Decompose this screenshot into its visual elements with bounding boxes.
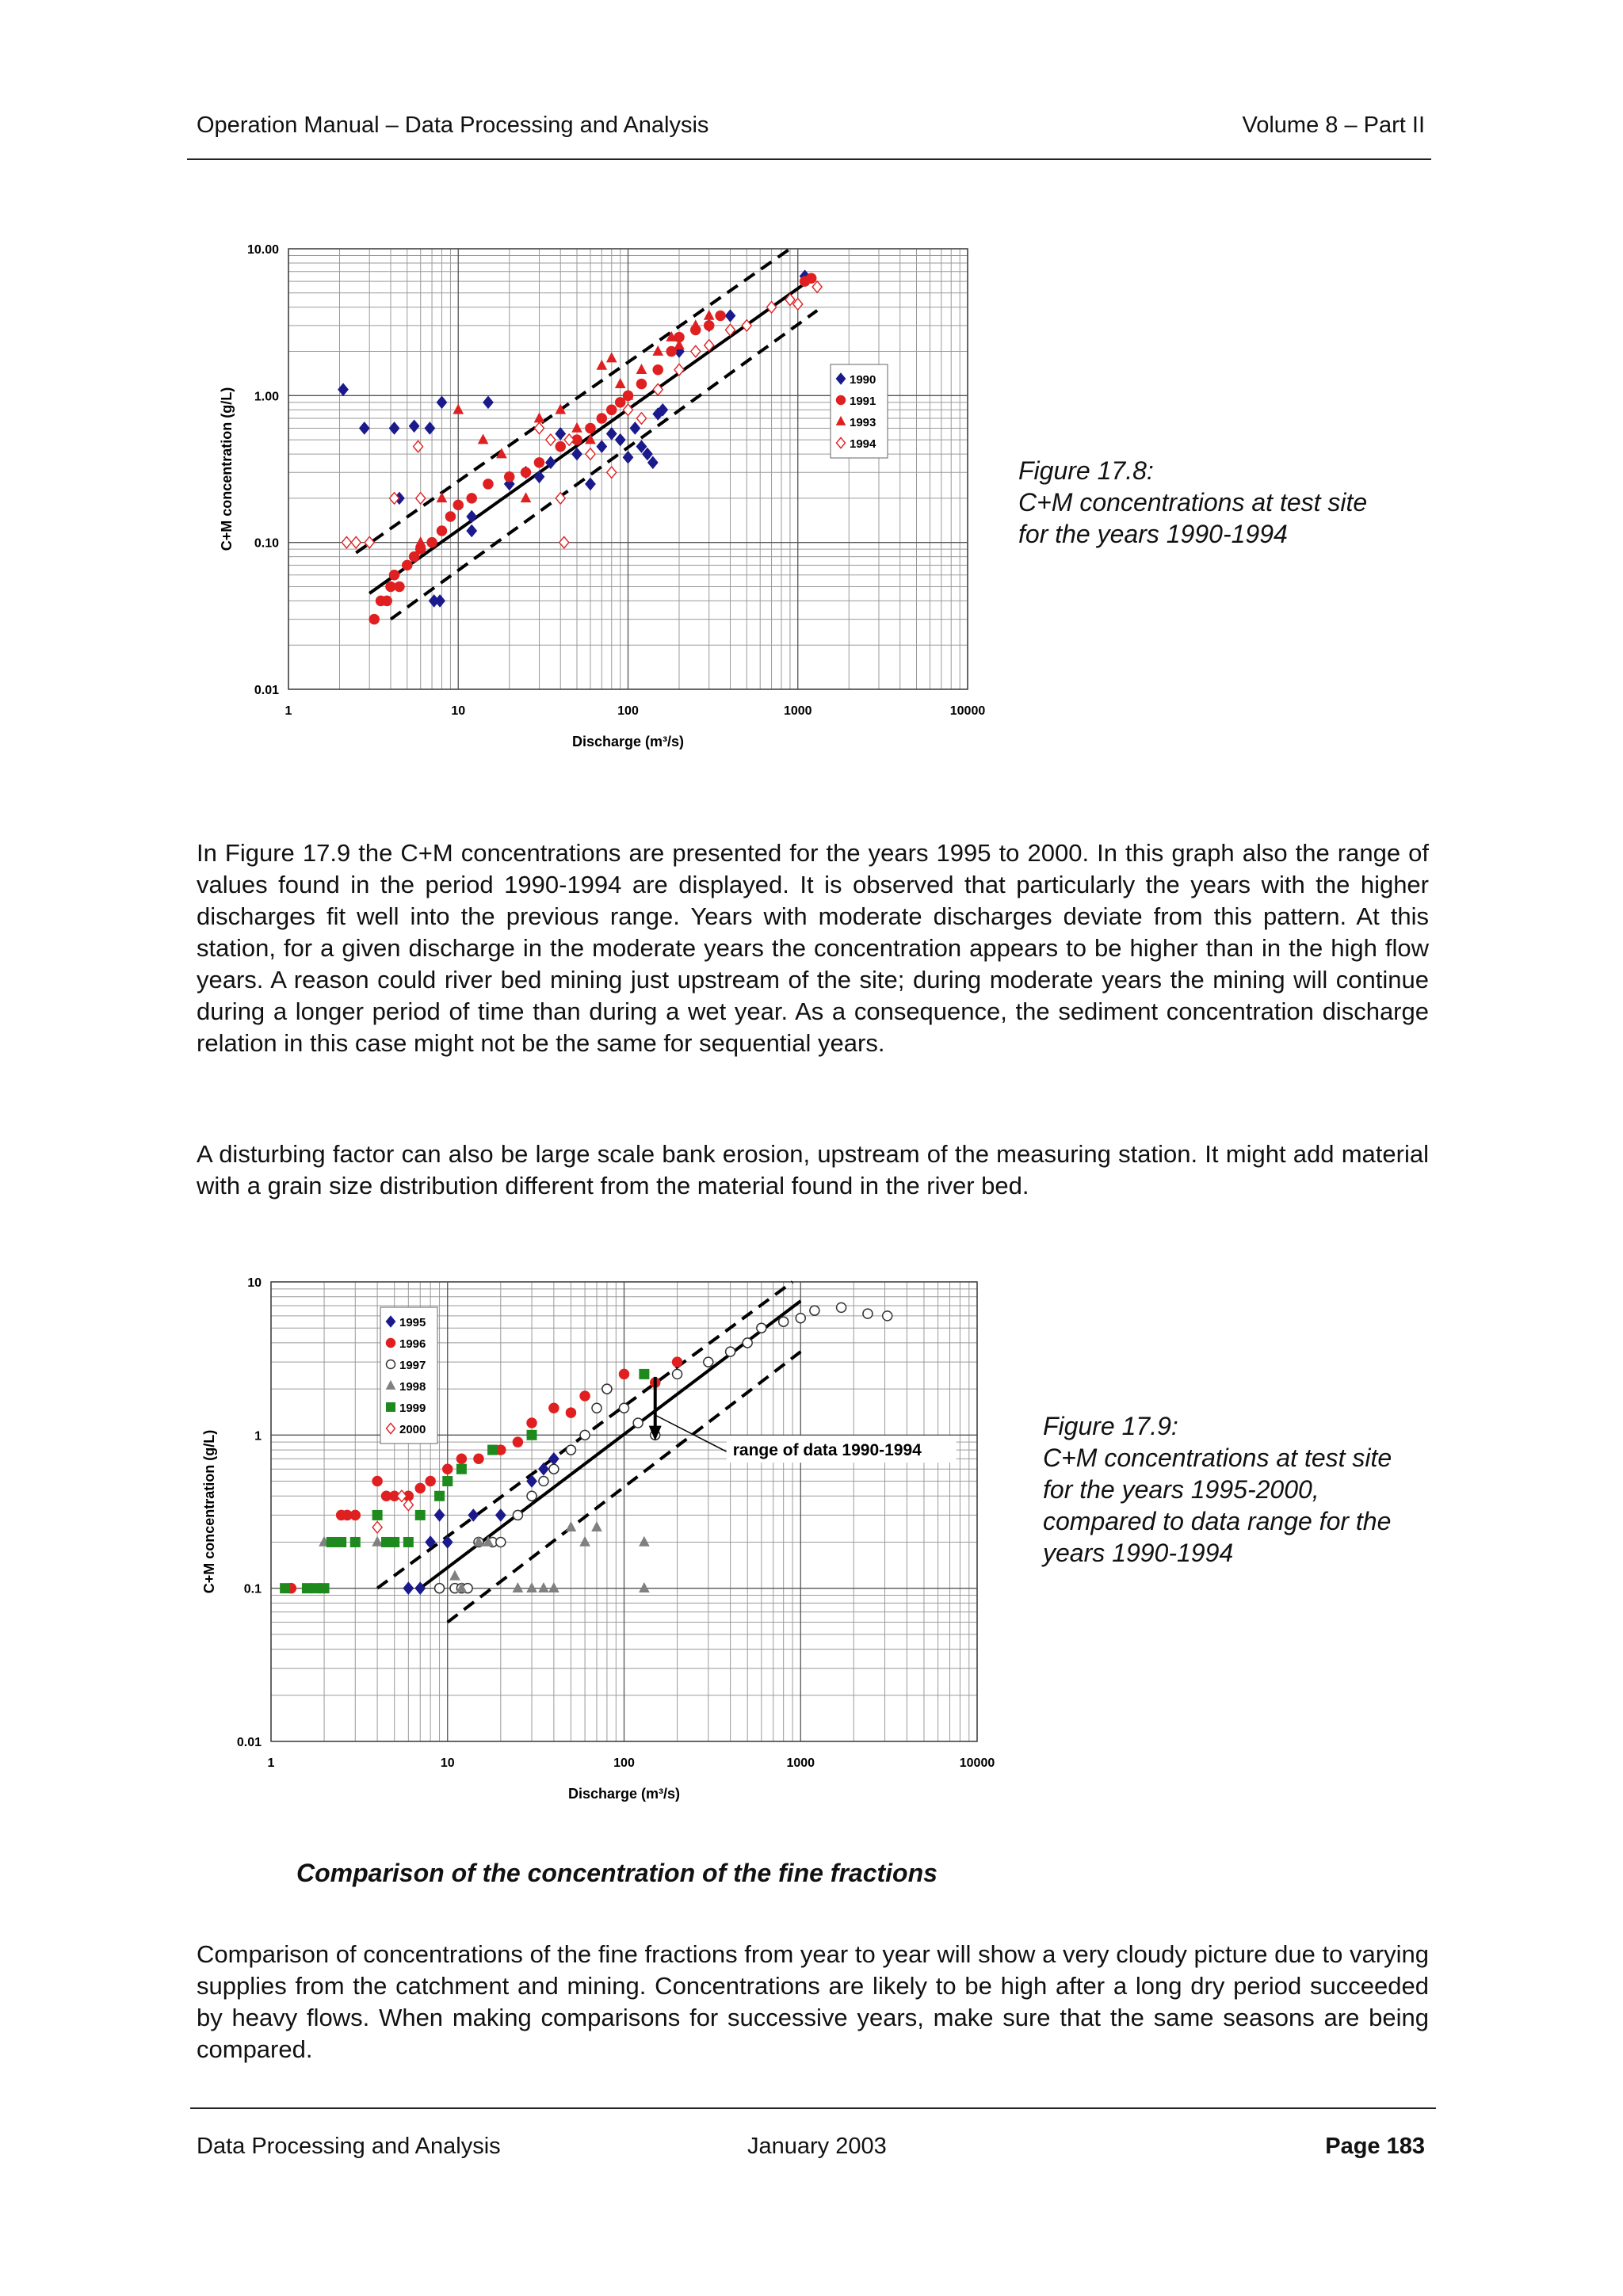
data-point: [636, 364, 646, 373]
y-tick-label: 0.1: [243, 1582, 262, 1596]
paragraph-fine-fractions: Comparison of concentrations of the fine fractions from year to year will show a very cloudy picture due to varying supplies from the catchment and mining. Concentrations are likely to be high after a long dry period succeeded by heavy flows. When making comparisons for successive years, make sure that the same seasons are being compared.: [197, 1940, 1429, 2063]
data-point: [549, 1453, 559, 1464]
caption-line: Figure 17.8:: [1018, 456, 1154, 485]
data-point: [521, 467, 531, 477]
paragraph-figure-17-9: In Figure 17.9 the C+M concentrations are presented for the years 1995 to 2000. In this graph also the range of values found in the period 1990-1994 are displayed. It is observed that particularly the years with the higher discharges fit well into the previous range. Years with moderate discharges deviate from this pattern. At this station, for a given discharge in the moderate years the concentration appears to be higher than in the high flow years. A reason could river bed mining just upstream of the site; during moderate years the mining will continue during a longer period of time than during a wet year. As a consequence, the sediment concentration discharge relation in this case might not be the same for sequential years.: [197, 839, 1429, 1057]
data-point: [415, 1483, 425, 1493]
data-point: [351, 536, 361, 547]
legend-label: 1996: [399, 1337, 426, 1351]
y-tick-label: 10.00: [246, 243, 279, 257]
gridlines: [288, 249, 968, 689]
data-point: [779, 1317, 789, 1326]
data-point: [350, 1537, 360, 1547]
data-point: [527, 1583, 537, 1592]
legend-marker: [387, 1403, 395, 1412]
data-point: [534, 458, 544, 467]
data-point: [372, 1477, 382, 1486]
data-point: [467, 511, 476, 522]
data-point: [549, 1583, 559, 1592]
data-point: [410, 421, 419, 432]
data-point: [648, 457, 658, 468]
data-point: [467, 525, 476, 536]
data-point: [513, 1437, 522, 1447]
header-right: Volume 8 – Part II: [1242, 113, 1425, 138]
data-point: [643, 448, 652, 460]
data-point: [636, 413, 646, 424]
data-point: [450, 1571, 460, 1580]
y-tick-label: 10: [247, 1276, 262, 1290]
footer-left: Data Processing and Analysis: [197, 2134, 501, 2159]
x-tick-label: 100: [617, 704, 639, 718]
header-left: Operation Manual – Data Processing and Analysis: [197, 113, 709, 138]
legend-label: 1997: [399, 1359, 426, 1372]
data-point: [620, 1369, 629, 1379]
data-point: [549, 1403, 559, 1413]
caption-line: for the years 1995-2000,: [1043, 1475, 1319, 1504]
data-point: [302, 1584, 311, 1593]
data-point: [796, 1314, 805, 1323]
data-point: [386, 582, 395, 591]
data-point: [427, 538, 437, 547]
data-point: [597, 414, 606, 423]
data-point: [534, 471, 544, 482]
data-point: [281, 1584, 290, 1593]
data-point: [319, 1584, 329, 1593]
data-point: [572, 423, 582, 432]
data-point: [726, 1347, 735, 1356]
data-point: [479, 435, 488, 444]
x-tick-label: 1: [267, 1756, 275, 1770]
footer-page-number: Page 183: [1325, 2134, 1425, 2159]
data-point: [691, 345, 701, 357]
caption-line: compared to data range for the: [1043, 1507, 1392, 1535]
x-tick-label: 10: [451, 704, 466, 718]
data-point: [372, 1510, 382, 1520]
data-point: [403, 1537, 413, 1547]
caption-line: C+M concentrations at test site: [1043, 1444, 1392, 1472]
data-point: [435, 1509, 445, 1520]
caption-line: Figure 17.9:: [1043, 1412, 1178, 1440]
x-tick-label: 10: [440, 1756, 455, 1770]
data-point: [483, 397, 493, 408]
figure-17-9-chart: [201, 1268, 1016, 1814]
legend: [831, 364, 888, 458]
data-point: [607, 467, 617, 478]
y-tick-label: 1.00: [254, 390, 279, 404]
figure-17-9-caption: [1043, 1410, 1392, 1569]
data-point: [725, 310, 735, 321]
series-1998: [319, 1522, 649, 1592]
data-point: [453, 405, 463, 414]
legend-label: 2000: [399, 1423, 426, 1436]
data-point: [390, 1537, 399, 1547]
data-point: [527, 1430, 537, 1440]
paragraph-bank-erosion: A disturbing factor can also be large scale bank erosion, upstream of the measuring station. It might add material with a grain size distribution different from the material found in the river bed.: [197, 1140, 1429, 1199]
caption-line: for the years 1990-1994: [1018, 520, 1288, 548]
data-point: [653, 346, 663, 355]
data-point: [521, 493, 531, 502]
data-point: [564, 434, 574, 445]
data-point: [636, 441, 646, 452]
data-point: [513, 1583, 522, 1592]
data-point: [445, 512, 455, 521]
data-point: [636, 379, 646, 389]
data-point: [403, 1499, 413, 1510]
data-point: [580, 1537, 590, 1546]
data-point: [382, 596, 391, 605]
data-point: [716, 311, 725, 320]
data-point: [437, 397, 446, 408]
data-point: [435, 1491, 445, 1501]
data-point: [414, 441, 423, 452]
legend-marker: [387, 1360, 395, 1369]
data-point: [810, 1306, 819, 1315]
series-1996: [286, 1357, 682, 1593]
y-axis-label: C+M concentration (g/L): [219, 387, 235, 551]
data-point: [807, 273, 816, 283]
data-point: [496, 1537, 506, 1547]
data-point: [437, 526, 446, 536]
data-point: [597, 360, 606, 369]
data-point: [403, 1582, 413, 1593]
data-point: [757, 1323, 766, 1333]
legend-label: 1998: [399, 1380, 426, 1394]
data-point: [496, 1509, 506, 1520]
data-point: [390, 570, 399, 580]
data-point: [586, 479, 595, 490]
x-axis-label: Discharge (m³/s): [571, 734, 685, 749]
x-tick-label: 100: [613, 1756, 635, 1770]
data-point: [467, 494, 476, 503]
legend-label: 1995: [399, 1316, 426, 1329]
data-point: [416, 493, 426, 504]
data-point: [456, 1454, 466, 1463]
data-point: [350, 1510, 360, 1520]
y-tick-label: 1: [254, 1429, 262, 1444]
data-point: [372, 1522, 382, 1533]
data-point: [705, 311, 714, 319]
data-point: [705, 321, 714, 330]
data-point: [883, 1311, 892, 1321]
data-point: [549, 1464, 559, 1474]
caption-line: years 1990-1994: [1043, 1539, 1234, 1567]
data-point: [527, 1491, 537, 1501]
y-axis-label: C+M concentration (g/L): [201, 1429, 217, 1594]
annotation-label: range of data 1990-1994: [732, 1441, 922, 1460]
data-point: [534, 422, 544, 433]
x-tick-label: 10000: [949, 704, 986, 718]
legend-label: 1990: [850, 373, 876, 387]
data-point: [360, 422, 369, 433]
data-point: [327, 1537, 336, 1547]
x-axis-label: Discharge (m³/s): [567, 1786, 681, 1802]
data-point: [607, 405, 617, 414]
data-point: [616, 434, 625, 445]
data-point: [425, 422, 434, 433]
data-point: [483, 479, 493, 489]
data-point: [426, 1477, 435, 1486]
x-tick-label: 1000: [786, 1756, 815, 1770]
data-point: [640, 1369, 649, 1379]
data-point: [539, 1583, 548, 1592]
legend-label: 1993: [850, 416, 876, 429]
x-tick-label: 10000: [959, 1756, 995, 1770]
data-point: [505, 472, 514, 482]
legend-label: 1991: [850, 395, 876, 408]
fit-lines: [356, 249, 817, 620]
data-point: [556, 428, 565, 439]
data-point: [369, 615, 379, 624]
data-point: [437, 493, 446, 502]
y-tick-label: 0.01: [236, 1736, 262, 1749]
range-bound-line: [391, 311, 817, 620]
data-point: [592, 1522, 601, 1531]
data-point: [474, 1454, 483, 1463]
data-point: [607, 353, 617, 361]
data-point: [435, 595, 445, 606]
data-point: [443, 1477, 453, 1486]
data-point: [616, 379, 625, 387]
data-point: [620, 1403, 629, 1413]
data-point: [513, 1510, 522, 1520]
data-point: [624, 452, 633, 463]
data-point: [443, 1464, 453, 1474]
data-point: [640, 1537, 649, 1546]
data-point: [539, 1477, 548, 1486]
legend-marker: [387, 1339, 395, 1348]
figure-17-8-chart: [210, 238, 1014, 761]
footer-date: January 2003: [747, 2134, 887, 2159]
data-point: [630, 422, 640, 433]
data-point: [456, 1464, 466, 1474]
data-point: [743, 1338, 752, 1348]
data-point: [691, 320, 701, 329]
data-point: [415, 1510, 425, 1520]
footer-rule: [190, 2107, 1436, 2109]
annotation-leader: [655, 1415, 727, 1451]
data-point: [602, 1384, 612, 1394]
data-point: [546, 434, 556, 445]
data-point: [673, 1369, 682, 1379]
data-point: [395, 582, 404, 591]
data-point: [704, 1357, 713, 1367]
y-tick-label: 0.10: [254, 536, 279, 551]
caption-line: C+M concentrations at test site: [1018, 488, 1368, 517]
data-point: [607, 428, 617, 439]
series-1995: [403, 1453, 559, 1594]
legend-label: 1994: [850, 437, 876, 451]
data-point: [337, 1537, 346, 1547]
data-point: [372, 1537, 382, 1546]
figure-17-8-caption: [1018, 455, 1367, 550]
x-tick-label: 1000: [783, 704, 812, 718]
data-point: [556, 442, 565, 452]
data-point: [586, 423, 595, 433]
data-point: [633, 1418, 643, 1428]
legend-label: 1999: [399, 1402, 426, 1415]
data-point: [566, 1408, 575, 1417]
x-tick-label: 1: [285, 704, 292, 718]
data-point: [566, 1445, 575, 1455]
legend-marker: [837, 396, 846, 405]
data-point: [527, 1418, 537, 1428]
data-point: [566, 1522, 575, 1531]
data-point: [534, 413, 544, 421]
data-point: [403, 560, 412, 570]
data-point: [580, 1391, 590, 1401]
data-point: [416, 537, 426, 546]
legend: [380, 1307, 437, 1444]
data-point: [597, 441, 606, 452]
data-point: [586, 448, 595, 460]
data-point: [863, 1309, 873, 1318]
y-tick-label: 0.01: [254, 684, 279, 697]
data-point: [592, 1403, 601, 1413]
data-point: [435, 1584, 445, 1593]
data-point: [837, 1302, 846, 1312]
data-point: [342, 536, 351, 547]
data-point: [640, 1583, 649, 1592]
data-point: [453, 500, 463, 509]
section-subheading: Comparison of the concentration of the fine fractions: [296, 1859, 938, 1887]
header-rule: [187, 158, 1431, 160]
range-bound-line: [356, 249, 790, 553]
data-point: [673, 1357, 682, 1367]
data-point: [674, 340, 684, 349]
data-point: [572, 448, 582, 460]
data-point: [488, 1445, 498, 1455]
data-point: [653, 365, 663, 375]
data-point: [580, 1430, 590, 1440]
